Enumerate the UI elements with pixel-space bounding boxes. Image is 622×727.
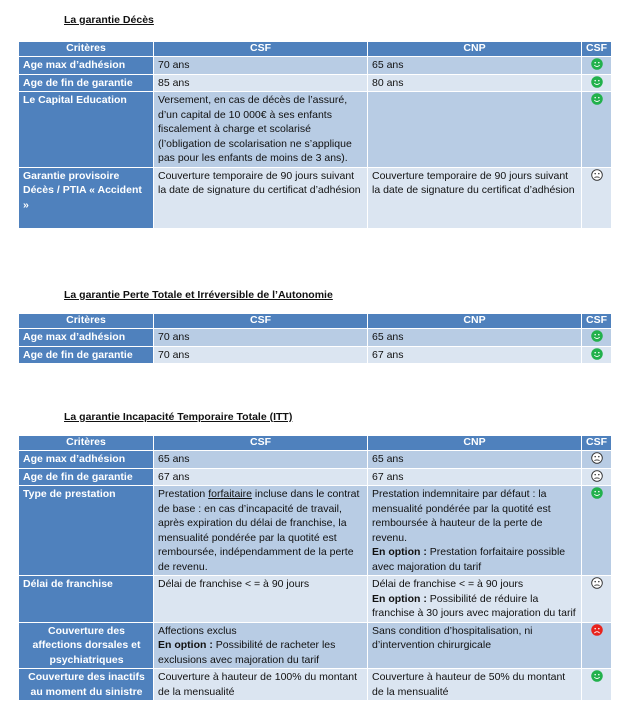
rating-cell (582, 622, 612, 669)
table-itt (18, 435, 612, 701)
csf-cell: Couverture à hauteur de 100% du montant de la mensualité (154, 669, 368, 701)
csf-cell: Couverture temporaire de 90 jours suivant la date de signature du certificat d’adhésion (154, 167, 368, 228)
header-criteres: Critères (19, 314, 154, 329)
smiley-happy-icon (591, 93, 603, 105)
criterion-cell: Age max d’adhésion (19, 57, 154, 75)
table-row (19, 451, 612, 469)
table-row (19, 57, 612, 75)
csf-option-text: Possibilité de racheter les exclusions avec majoration du tarif (158, 639, 336, 666)
table-row (19, 468, 612, 486)
csf-cell: Délai de franchise < = à 90 jours (154, 576, 368, 623)
csf-cell (154, 486, 368, 576)
rating-cell (582, 57, 612, 75)
criterion-cell: Couverture des affections dorsales et psychiatriques (19, 622, 154, 669)
csf-text-post: incluse dans le contrat de base : en cas d’incapacité de travail, après expiration du délai de franchise, la mensualité pondérée par la quotité est remboursée, indépendamment de la perte de revenu. (158, 488, 360, 573)
header-csf: CSF (154, 314, 368, 329)
criterion-cell: Type de prestation (19, 486, 154, 576)
table-row (19, 74, 612, 92)
header-rating: CSF (582, 42, 612, 57)
criterion-cell: Age de fin de garantie (19, 74, 154, 92)
table-row (19, 486, 612, 576)
csf-text-pre: Prestation (158, 488, 209, 500)
rating-cell (582, 74, 612, 92)
rating-cell (582, 669, 612, 701)
table-header-row (19, 42, 612, 57)
rating-cell (582, 451, 612, 469)
csf-cell: 70 ans (154, 57, 368, 75)
csf-cell: Versement, en cas de décès de l’assuré, d’un capital de 10 000€ à ses enfants fiscalement à charge et scolarisé (l’obligation de scolarisation ne s’applique pas pour les enfants de moins de 3 ans). (154, 92, 368, 168)
smiley-happy-icon (591, 76, 603, 88)
cnp-cell (368, 92, 582, 168)
criterion-cell: Délai de franchise (19, 576, 154, 623)
criterion-cell: Age max d’adhésion (19, 451, 154, 469)
csf-cell: 67 ans (154, 468, 368, 486)
header-rating: CSF (582, 314, 612, 329)
table-row (19, 576, 612, 623)
rating-cell (582, 346, 612, 364)
smiley-happy-icon (591, 348, 603, 360)
rating-cell (582, 486, 612, 576)
criterion-cell: Age de fin de garantie (19, 346, 154, 364)
cnp-option-label: En option : (372, 592, 427, 605)
table-row (19, 167, 612, 228)
criterion-cell: Le Capital Education (19, 92, 154, 168)
cnp-cell: 65 ans (368, 451, 582, 469)
criterion-cell: Couverture des inactifs au moment du sinistre (19, 669, 154, 701)
smiley-neutral-icon (591, 577, 603, 589)
table-row (19, 346, 612, 364)
rating-cell (582, 329, 612, 347)
cnp-cell: 65 ans (368, 329, 582, 347)
criterion-cell: Garantie provisoire Décès / PTIA « Accident » (19, 167, 154, 228)
rating-cell (582, 92, 612, 168)
header-cnp: CNP (368, 436, 582, 451)
csf-text-underlined: forfaitaire (208, 488, 252, 500)
csf-cell: 85 ans (154, 74, 368, 92)
cnp-cell: Couverture à hauteur de 50% du montant de la mensualité (368, 669, 582, 701)
table-row (19, 92, 612, 168)
csf-cell: 70 ans (154, 346, 368, 364)
cnp-cell: 67 ans (368, 468, 582, 486)
header-criteres: Critères (19, 42, 154, 57)
criterion-cell: Age de fin de garantie (19, 468, 154, 486)
rating-cell (582, 167, 612, 228)
table-row (19, 329, 612, 347)
header-criteres: Critères (19, 436, 154, 451)
section-title-ptia: La garantie Perte Totale et Irréversible de l’Autonomie (64, 289, 333, 301)
section-title-itt: La garantie Incapacité Temporaire Totale (ITT) (64, 411, 293, 423)
table-header-row (19, 314, 612, 329)
header-cnp: CNP (368, 314, 582, 329)
cnp-cell: 80 ans (368, 74, 582, 92)
header-cnp: CNP (368, 42, 582, 57)
cnp-cell: 67 ans (368, 346, 582, 364)
header-csf: CSF (154, 42, 368, 57)
csf-cell (154, 622, 368, 669)
header-csf: CSF (154, 436, 368, 451)
cnp-text: Délai de franchise < = à 90 jours (372, 578, 524, 590)
cnp-cell: Sans condition d’hospitalisation, ni d’intervention chirurgicale (368, 622, 582, 669)
smiley-neutral-icon (591, 470, 603, 482)
cnp-option-text: Prestation forfaitaire possible avec majoration du tarif (372, 546, 566, 573)
header-rating: CSF (582, 436, 612, 451)
section-title-deces: La garantie Décès (64, 14, 154, 26)
cnp-cell (368, 576, 582, 623)
table-row (19, 669, 612, 701)
rating-cell (582, 576, 612, 623)
csf-cell: 70 ans (154, 329, 368, 347)
smiley-sad-icon (591, 624, 603, 636)
smiley-happy-icon (591, 487, 603, 499)
smiley-happy-icon (591, 670, 603, 682)
rating-cell (582, 468, 612, 486)
cnp-text: Prestation indemnitaire par défaut : la mensualité pondérée par la quotité est remboursée à hauteur de la perte de revenu. (372, 488, 551, 544)
csf-cell: 65 ans (154, 451, 368, 469)
cnp-cell: 65 ans (368, 57, 582, 75)
criterion-cell: Age max d’adhésion (19, 329, 154, 347)
table-row (19, 622, 612, 669)
csf-text: Affections exclus (158, 624, 237, 637)
smiley-happy-icon (591, 58, 603, 70)
table-deces (18, 41, 612, 229)
table-ptia (18, 313, 612, 364)
cnp-cell: Couverture temporaire de 90 jours suivant la date de signature du certificat d’adhésion (368, 167, 582, 228)
csf-option-label: En option : (158, 639, 213, 651)
cnp-cell (368, 486, 582, 576)
smiley-happy-icon (591, 330, 603, 342)
smiley-neutral-icon (591, 452, 603, 464)
smiley-neutral-icon (591, 169, 603, 181)
table-header-row (19, 436, 612, 451)
cnp-option-label: En option : (372, 546, 427, 558)
cnp-option-text: Possibilité de réduire la franchise à 30 jours avec majoration du tarif (372, 592, 576, 619)
